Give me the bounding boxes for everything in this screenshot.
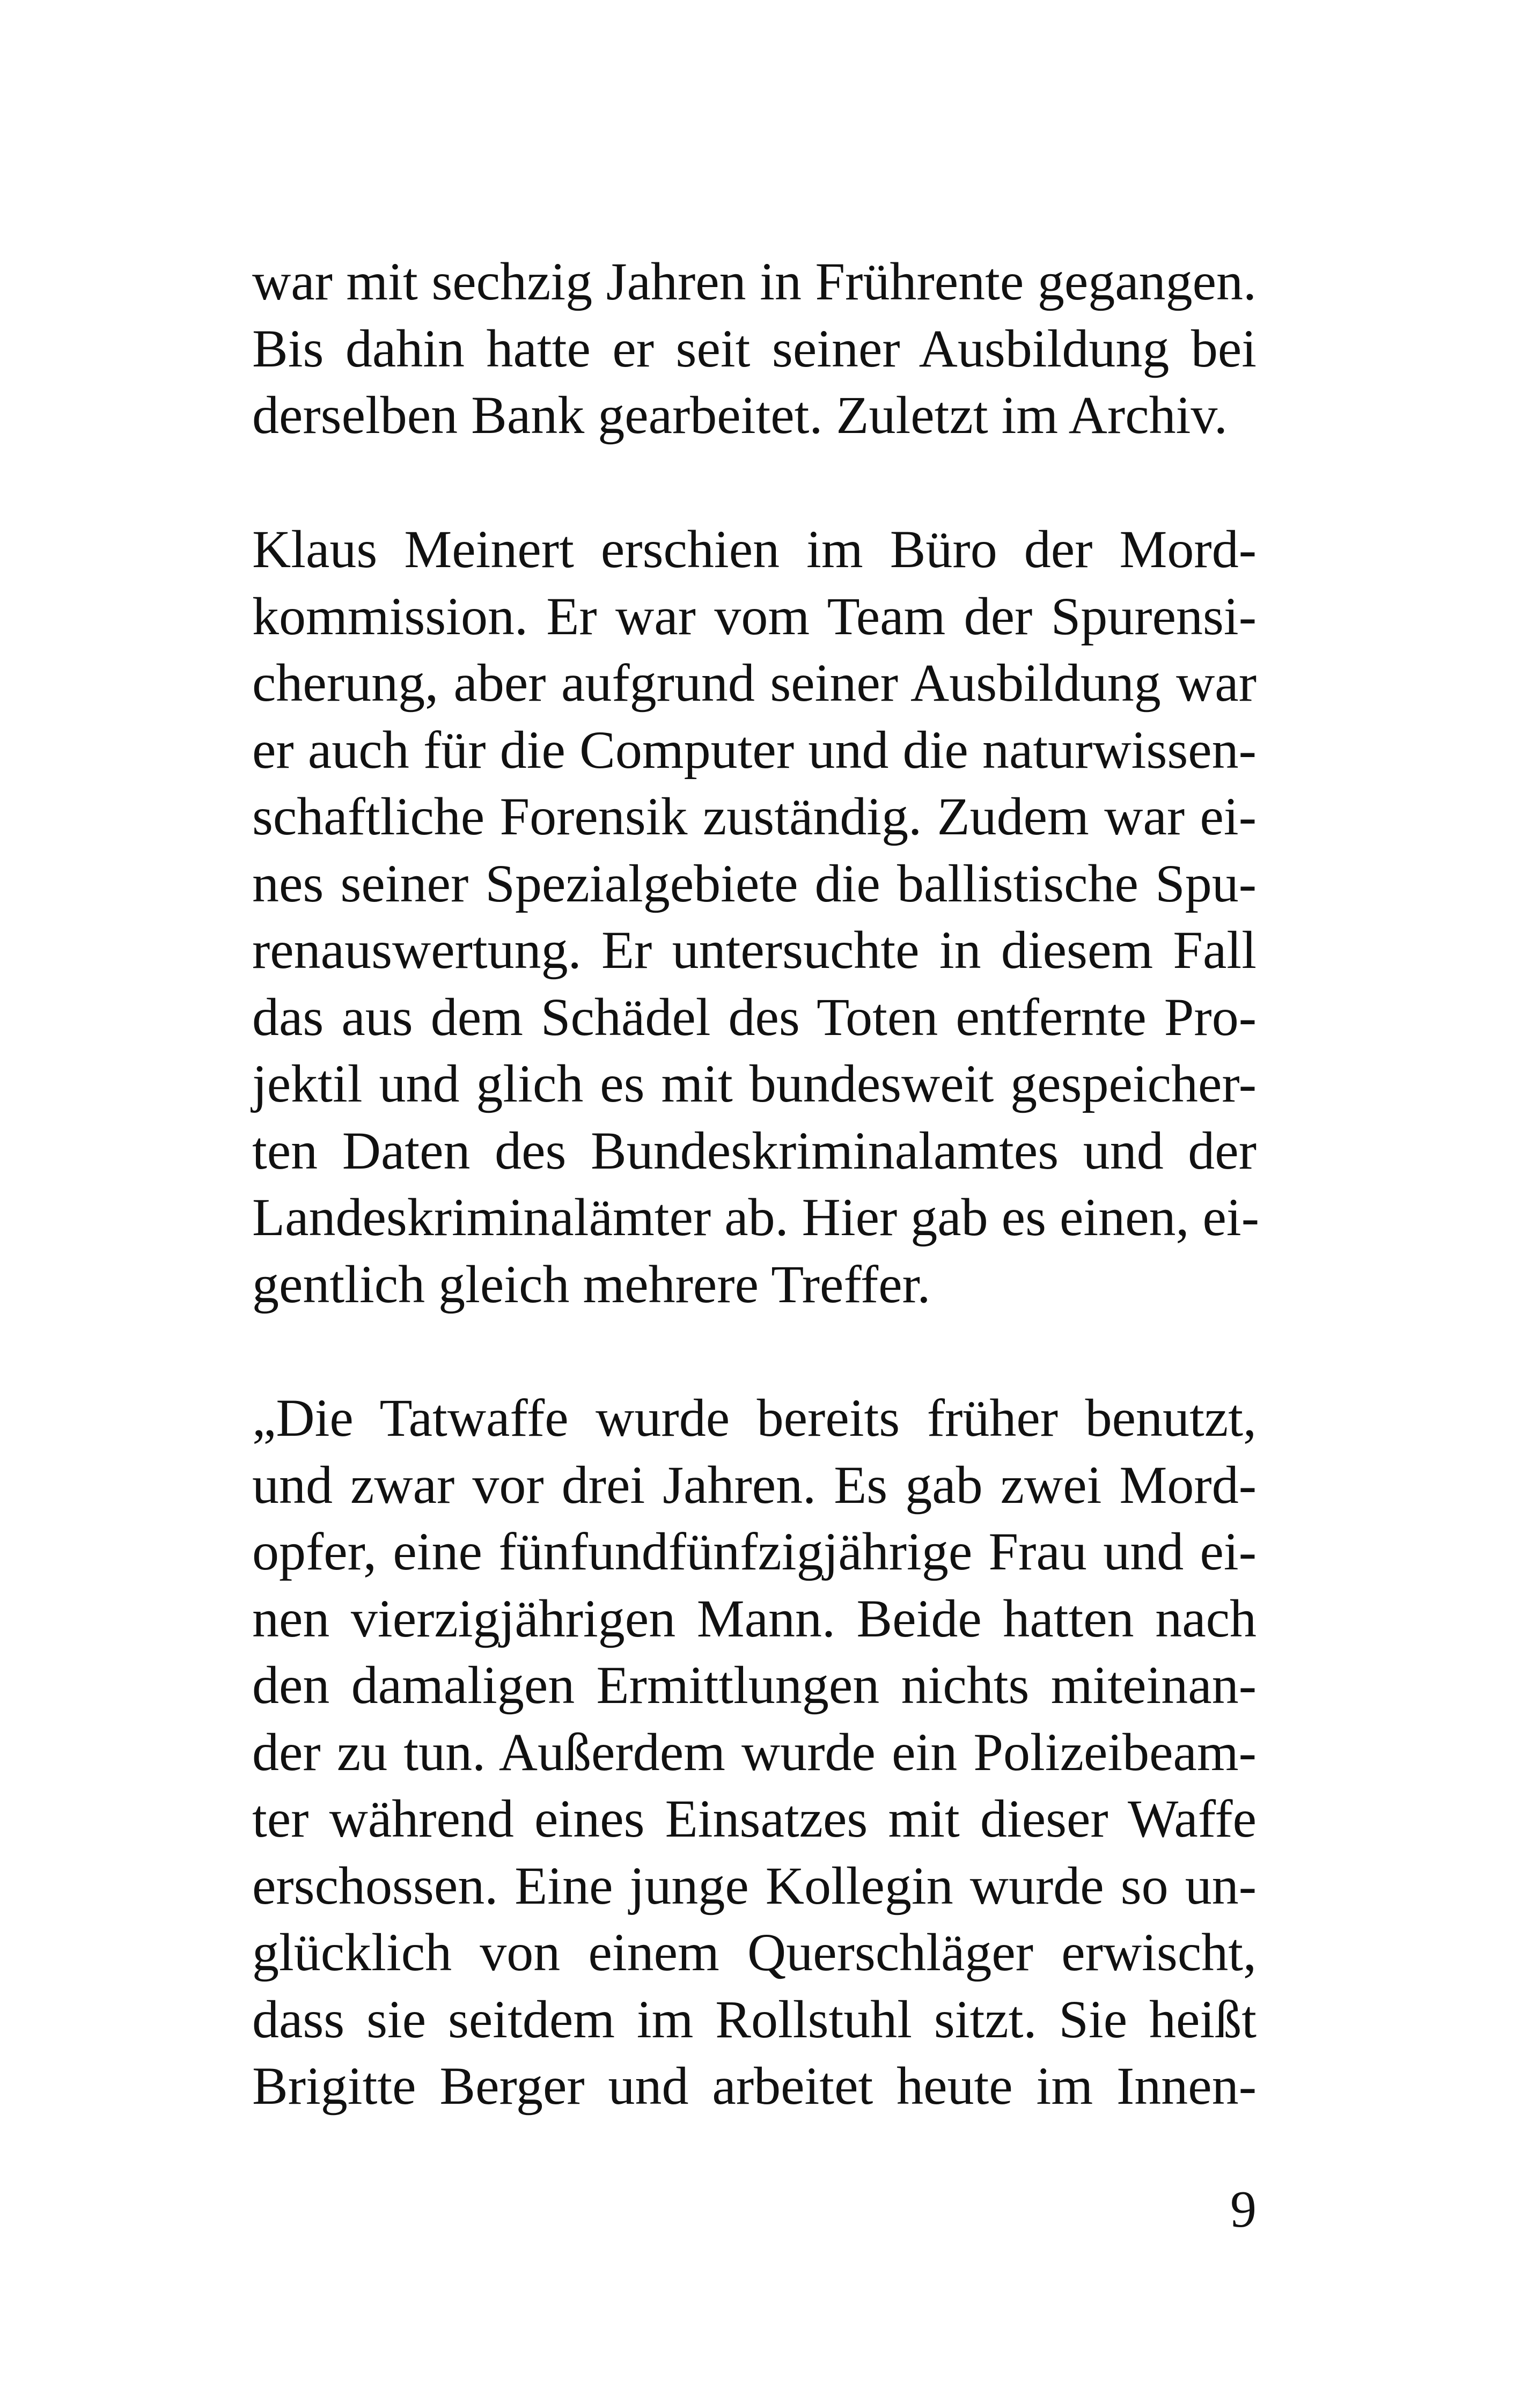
- paragraph-3: [252, 1385, 1257, 2120]
- text-line: nes seiner Spezialgebiete die ballistische Spu-: [252, 853, 1257, 913]
- paragraph-2: [252, 516, 1260, 1318]
- text-line: ter während eines Einsatzes mit dieser Waffe: [252, 1789, 1257, 1848]
- text-line: ten Daten des Bundeskriminalamtes und der: [252, 1120, 1257, 1180]
- text-line: war mit sechzig Jahren in Frührente gegangen.: [252, 252, 1257, 311]
- text-line: derselben Bank gearbeitet. Zuletzt im Archiv.: [252, 385, 1228, 445]
- text-line: das aus dem Schädel des Toten entfernte Pro-: [252, 987, 1257, 1047]
- text-line: den damaligen Ermittlungen nichts miteinan-: [252, 1655, 1257, 1715]
- text-line: nen vierzigjährigen Mann. Beide hatten nach: [252, 1588, 1257, 1648]
- text-line: „Die Tatwaffe wurde bereits früher benutzt,: [252, 1388, 1257, 1448]
- paragraph-1: [252, 248, 1257, 449]
- text-line: er auch für die Computer und die naturwissen-: [252, 720, 1257, 780]
- text-line: Bis dahin hatte er seit seiner Ausbildung bei: [252, 318, 1257, 378]
- text-line: gentlich gleich mehrere Treffer.: [252, 1254, 931, 1314]
- page-number: 9: [1230, 2181, 1257, 2238]
- text-line: dass sie seitdem im Rollstuhl sitzt. Sie heißt: [252, 1989, 1257, 2049]
- text-line: cherung, aber aufgrund seiner Ausbildung war: [252, 653, 1257, 713]
- text-line: Brigitte Berger und arbeitet heute im Innen-: [252, 2056, 1257, 2116]
- text-line: schaftliche Forensik zuständig. Zudem war ei-: [252, 787, 1257, 846]
- text-line: und zwar vor drei Jahren. Es gab zwei Mord-: [252, 1455, 1257, 1515]
- text-line: jektil und glich es mit bundesweit gespeicher-: [252, 1054, 1257, 1113]
- text-line: renauswertung. Er untersuchte in diesem Fall: [252, 920, 1257, 980]
- text-line: Klaus Meinert erschien im Büro der Mord-: [252, 519, 1257, 579]
- text-line: Landeskriminalämter ab. Hier gab es einen, ei-: [252, 1187, 1260, 1247]
- text-line: glücklich von einem Querschläger erwischt,: [252, 1922, 1257, 1982]
- text-line: kommission. Er war vom Team der Spurensi-: [252, 586, 1257, 646]
- text-line: der zu tun. Außerdem wurde ein Polizeibeam-: [252, 1722, 1257, 1782]
- text-line: opfer, eine fünfundfünfzigjährige Frau und ei-: [252, 1522, 1257, 1581]
- text-line: erschossen. Eine junge Kollegin wurde so un-: [252, 1855, 1257, 1915]
